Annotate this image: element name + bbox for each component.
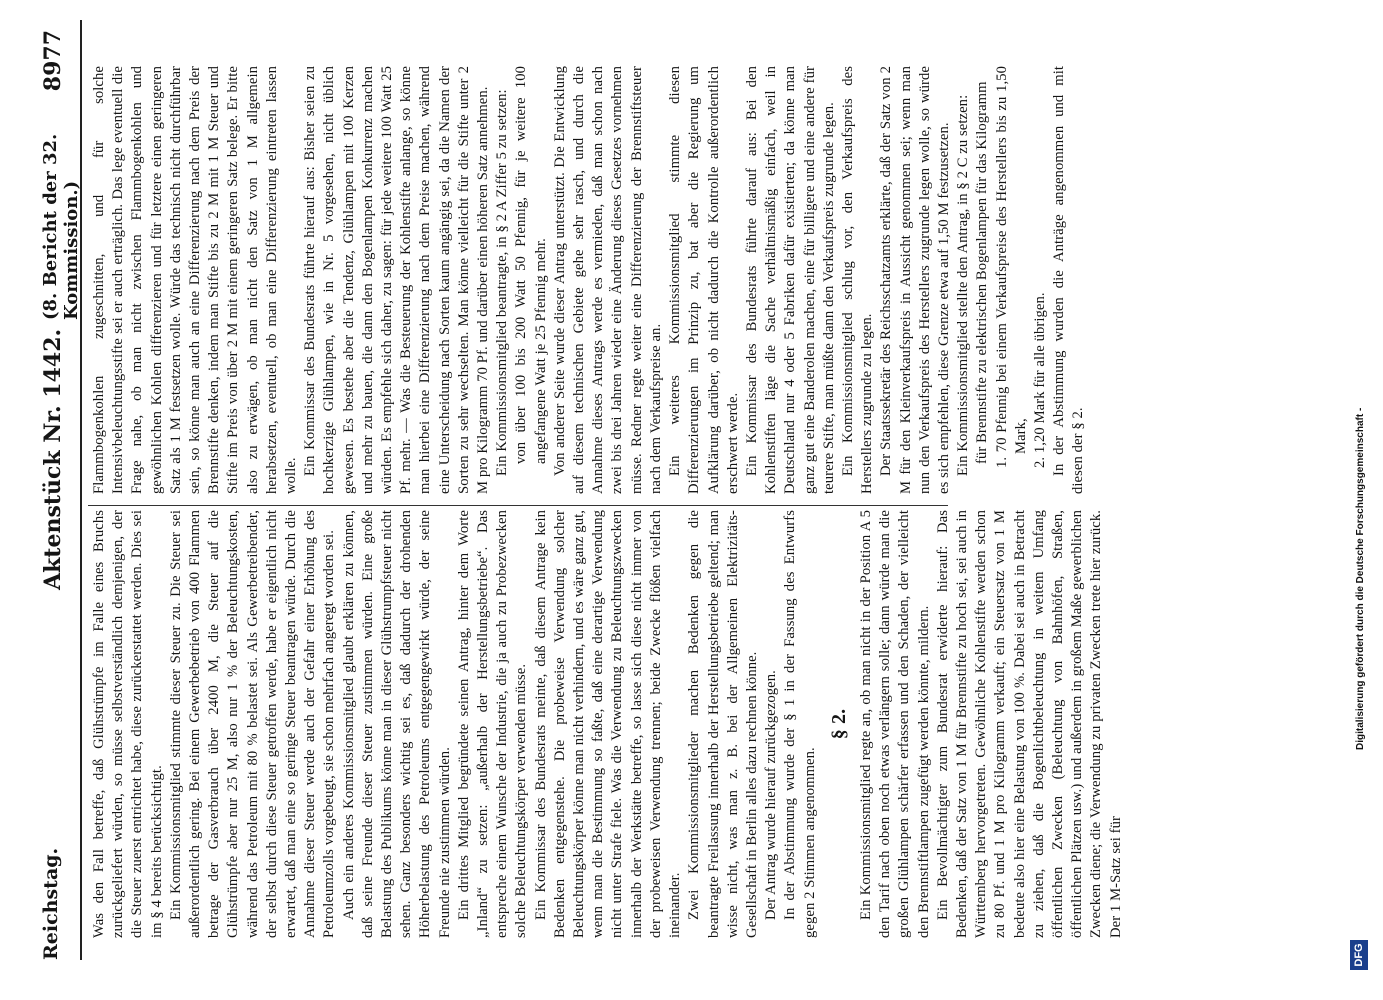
paragraph: Ein Kommissionsmitglied stimmte dieser Steuer zu. Die Steuer sei außerordentlich gering. Bei einem Gewerbebetrieb von 400 Flammen betrage der Gasverbrauch über 2400 M, die Steuer auf die Glühstrümpfe aber nur 25 M, also nur 1 % der Beleuchtungskosten, während das Petroleum mit 80 % belastet sei. Als Gewerbetreibender, der selbst durch diese Steuer getroffen werde, habe er eigentlich nicht erwartet, daß man eine so geringe Steuer beantragen würde. Durch die Annahme dieser Steuer werde auch der Gefahr einer Erhöhung des Petroleumzolls vorgebeugt, sie schon mehrfach angeregt worden sei. bbox=[167, 510, 338, 938]
paragraph: 1. 70 Pfennig bei einem Verkaufspreise des Herstellers bis zu 1,50 Mark, bbox=[993, 66, 1029, 468]
header-left: Reichstag. bbox=[40, 847, 62, 960]
text-column-left bbox=[90, 510, 1126, 938]
paragraph: Ein Kommissionsmitglied stellte den Antrag, in § 2 C zu setzen: bbox=[955, 94, 972, 476]
paragraph: Ein Kommissionsmitglied schlug vor, den Verkaufspreis des Herstellers zugrunde zu legen. bbox=[839, 66, 876, 494]
dfg-logo: DFG bbox=[1350, 940, 1368, 970]
paragraph: Was den Fall betreffe, daß Glühstrümpfe im Falle eines Bruchs zurückgeliefert würden, so müsse selbstverständlich demjenigen, der die Steuer zuerst entrichtet habe, diese zurückerstattet werden. Dies sei im § 4 bereits berücksichtigt. bbox=[91, 510, 165, 938]
header-rule bbox=[80, 20, 82, 960]
paragraph: In der Abstimmung wurden die Anträge angenommen und mit diesen der § 2. bbox=[1051, 66, 1087, 494]
paragraph: Ein weiteres Kommissionsmitglied stimmte diesen Differenzierungen im Prinzip zu, bat aber die Regierung um Aufklärung darüber, ob nicht dadurch die Kontrolle außerordentlich erschwert werde. bbox=[667, 66, 741, 494]
paragraph: Ein drittes Mitglied begründete seinen Antrag, hinter dem Worte „Inland“ zu setzen: „außerhalb der Herstellungsbetriebe“. Das entspreche einem Wunsche der Industrie, die ja auch zu Probezwecken solche Beleuchtungskörper verwenden müsse. bbox=[455, 510, 530, 938]
paragraph: Ein Kommissar des Bundesrats meinte, daß diesem Antrage kein Bedenken entgegenstehe. Die probeweise Verwendung solcher Beleuchtungskörper könne man nicht verhindern, und es wäre ganz gut, wenn man die Bestimmung so faßte, daß eine derartige Verwendung nicht unter Strafe fiele. Was die Verwendung zu Beleuchtungszwecken innerhalb der Werkstätte betreffe, so lasse sich diese nicht immer von der probeweisen Verwendung trennen; beide Zwecke flößen vielfach ineinander. bbox=[532, 510, 684, 938]
header-title: Aktenstück Nr. 1442. bbox=[40, 328, 66, 590]
digitization-note: Digitalisierung gefördert durch die Deutsche Forschungsgemeinschaft - bbox=[1355, 407, 1366, 750]
paragraph: Der Antrag wurde hierauf zurückgezogen. bbox=[763, 670, 780, 920]
paragraph: Flammbogenkohlen zugeschnitten, und für solche Intensivbeleuchtungsstifte sei er auch erträglich. Das lege eventuell die Frage nahe, ob man nicht zwischen Flammbogenkohlen und gewöhnlichen Kohlen differenzieren und für letztere einen geringeren Satz als 1 M festsetzen wolle. Würde das technisch nicht durchführbar sein, so könne man auch an eine Differenzierung nach dem Preis der Brennstifte denken, indem man Stifte bis zu 2 M mit 1 M Steuer und Stifte im Preis von über 2 M mit einem geringeren Satz belege. Er bitte also zu erwägen, ob man nicht den Satz von 1 M allgemein herabsetzen, eventuell, ob man eine Differenzierung eintreten lassen wolle. bbox=[91, 66, 300, 494]
paragraph: 2. 1,20 Mark für alle übrigen. bbox=[1031, 292, 1048, 468]
paragraph: Von anderer Seite wurde dieser Antrag unterstützt. Die Entwicklung auf diesem technischen Gebiete gehe sehr rasch, und durch die Annahme dieses Antrags werde es vermieden, daß man schon nach zwei bis drei Jahren wieder eine Änderung dieses Gesetzes vornehmen müsse. Redner regte weiter eine Differenzierung der Brennstiftsteuer nach dem Verkaufspreise an. bbox=[551, 66, 664, 494]
page-header bbox=[40, 30, 80, 960]
paragraph: für Brennstifte zu elektrischen Bogenlampen für das Kilogramm bbox=[974, 81, 991, 464]
text-column-right bbox=[90, 66, 1089, 494]
paragraph: Ein Kommissar des Bundesrats führte hierauf aus: Bisher seien zu hochkerzige Glühlampen, wie in Nr. 5 vorgesehen, nicht üblich gewesen. Es bestehe aber die Tendenz, Glühlampen mit 100 Kerzen und mehr zu bauen, die dann den Bogenlampen Konkurrenz machen würden. Es empfehle sich daher, zu sagen: für jede weitere 100 Watt 25 Pf. mehr. — Was die Besteuerung der Kohlenstifte anlange, so könne man hierbei eine Differenzierung nach dem Preise machen, während eine Unterscheidung nach Sorten kaum angängig sei, da die Namen der Sorten zu sehr wechselten. Man könne vielleicht für die Stifte unter 2 M pro Kilogramm 70 Pf. und darüber einen höheren Satz annehmen. bbox=[302, 66, 492, 494]
paragraph: Zwei Kommissionsmitglieder machen Bedenken gegen die beantragte Freilassung innerhalb der Herstellungsbetriebe geltend; man wisse nicht, was man z. B. bei der Allgemeinen Elektrizitäts-Gesellschaft in Berlin alles dazu rechnen könne. bbox=[686, 510, 760, 938]
section-heading: § 2. bbox=[827, 708, 850, 740]
paragraph: Ein Kommissionsmitglied beantragte, in § 2 A Ziffer 5 zu setzen: bbox=[494, 89, 511, 476]
paragraph: Ein Bevollmächtigter zum Bundesrat erwiderte hierauf: Das Bedenken, daß der Satz von 1 M für Brennstifte zu hoch sei, sei auch in Württemberg hervorgetreten. Gewöhnliche Kohlenstifte werden schon zu 80 Pf. und 1 M pro Kilogramm verkauft; ein Steuersatz von 1 M bedeute also hier eine Belastung von 100 %. Dabei sei auch in Betracht zu ziehen, daß die Bogenlichtbeleuchtung in weitem Umfang öffentlichen Zwecken (Beleuchtung von Bahnhöfen, Straßen, öffentlichen Plätzen usw.) und außerdem in großem Maße gewerblichen Zwecken diene; die Verwendung zu privaten Zwecken trete hier zurück. Der 1 M-Satz sei für bbox=[934, 510, 1124, 938]
paragraph: Ein Kommissar des Bundesrats führte darauf aus: Bei den Kohlenstiften läge die Sache verhältnismäßig einfach, weil in Deutschland nur 4 oder 5 Fabriken dafür existierten; da könne man ganz gut eine Banderolen machen, eine für billigere und eine andere für teurere Stifte, man müßte dann den Verkaufspreis zugrunde legen. bbox=[743, 66, 837, 494]
paragraph: von über 100 bis 200 Watt 50 Pfennig, für je weitere 100 angefangene Watt je 25 Pfennig mehr. bbox=[513, 66, 549, 464]
column-divider bbox=[88, 505, 948, 506]
paragraph: Ein Kommissionsmitglied regte an, ob man nicht in der Position A 5 den Tarif nach oben noch etwas verlängern solle; dann würde man die großen Glühlampen schärfer erfassen und den Schaden, der vielleicht den Brennstiftlampen zugefügt werden könnte, mildern. bbox=[857, 510, 932, 938]
paragraph: Der Staatssekretär des Reichsschatzamts erklärte, daß der Satz von 2 M für den Kleinverkaufspreis in Aussicht genommen sei; wenn man nun den Verkaufspreis des Herstellers zugrunde legen wolle, so würde es sich empfehlen, diese Grenze etwa auf 1,50 M festzusetzen. bbox=[878, 66, 952, 494]
paragraph: In der Abstimmung wurde der § 1 in der Fassung des Entwurfs gegen 2 Stimmen angenommen. bbox=[782, 510, 818, 938]
page-number: 8977 bbox=[40, 30, 66, 92]
paragraph: Auch ein anderes Kommissionsmitglied glaubt erklären zu können, daß seine Freunde dieser Steuer zustimmen würden. Eine große Belastung des Publikums könne man in dieser Glühstrumpfsteuer nicht sehen. Ganz besonders wichtig sei es, daß dadurch der drohenden Höherbelastung des Petroleums entgegengewirkt würde, der seine Freunde nie zustimmen würden. bbox=[340, 510, 453, 938]
header-right: (8. Bericht der 32. Kommission.) bbox=[40, 133, 82, 320]
